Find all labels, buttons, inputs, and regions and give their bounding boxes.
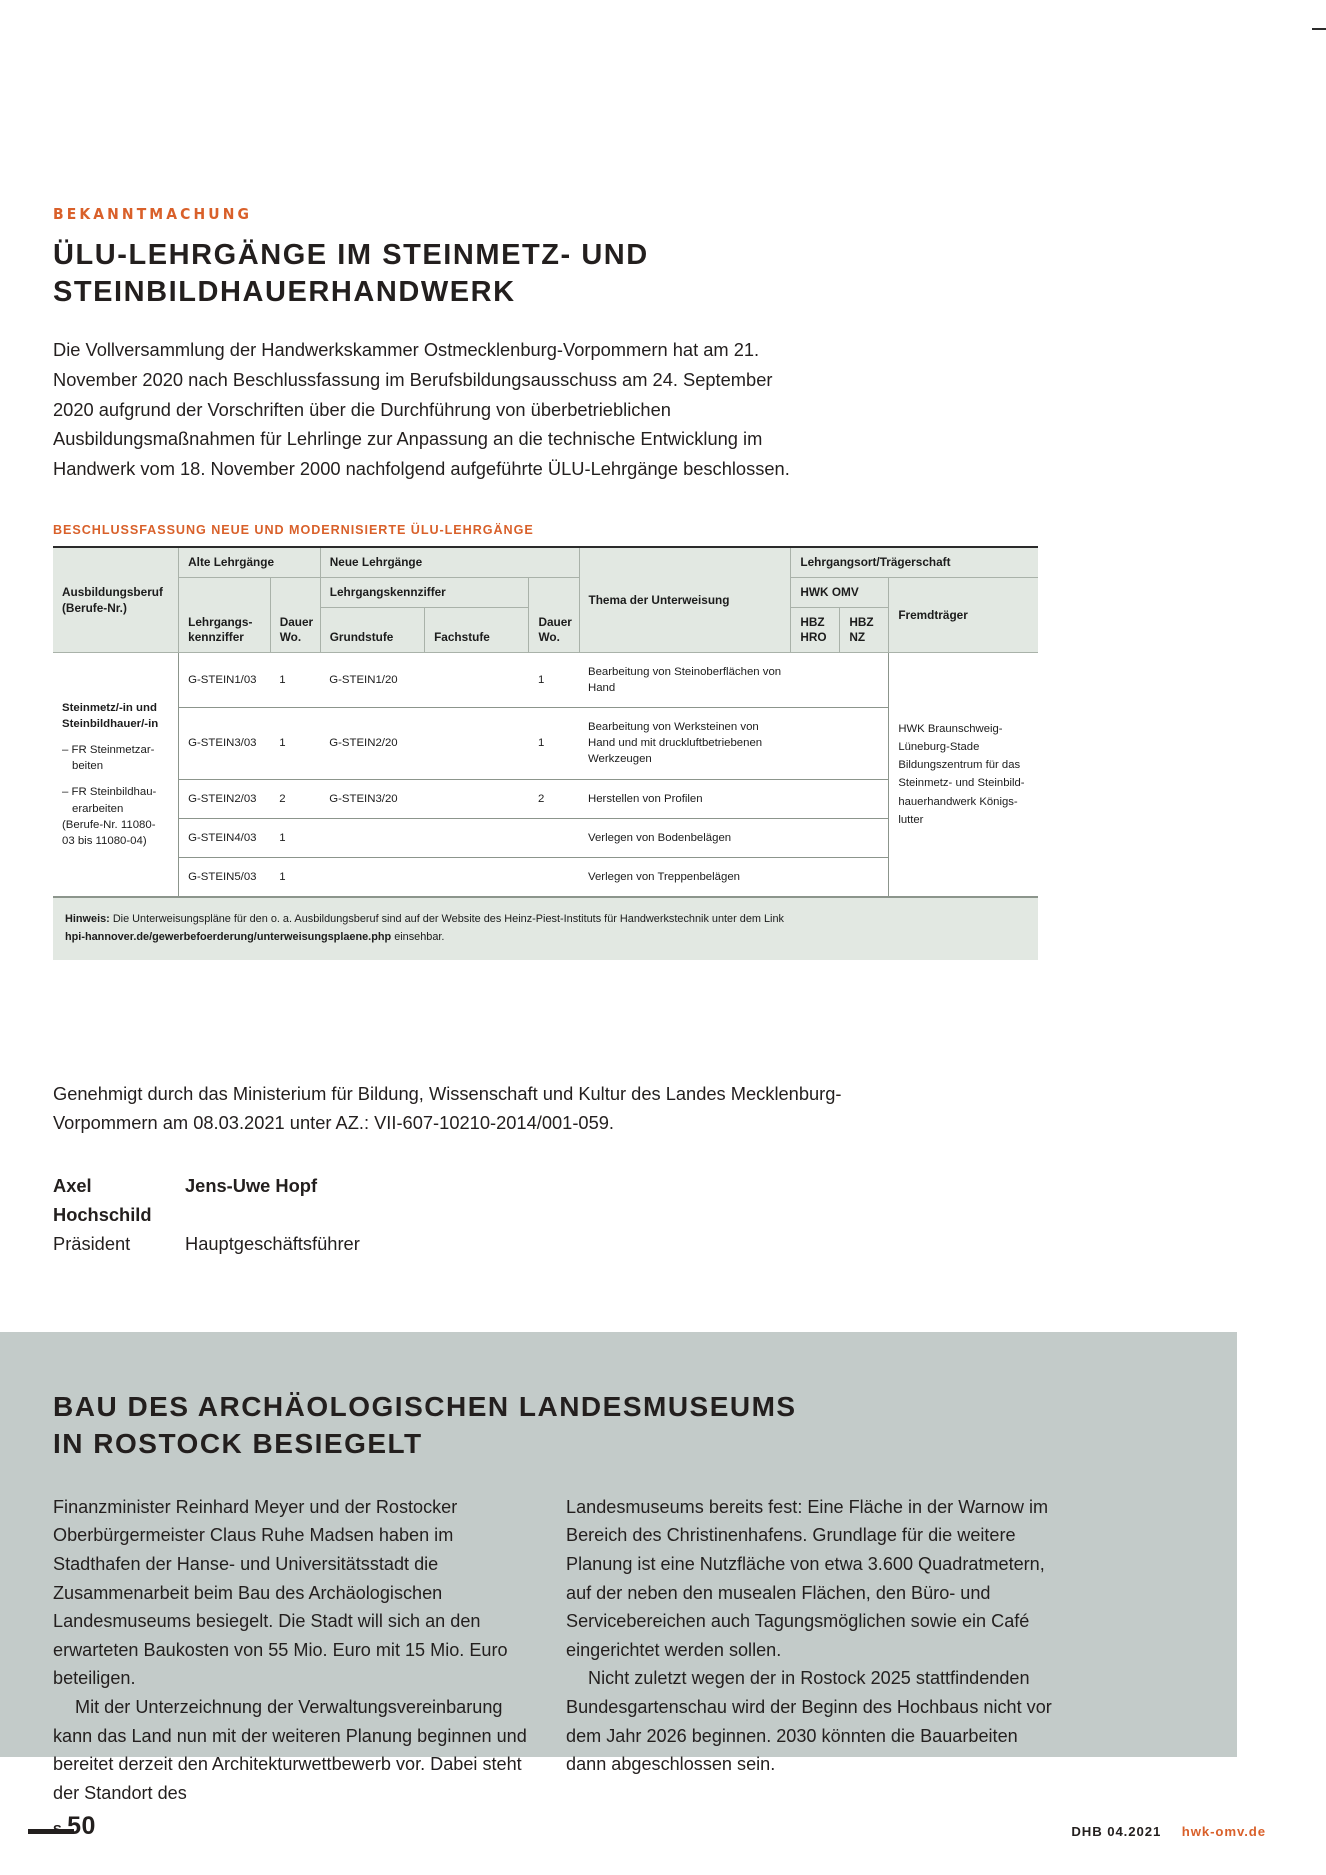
fremd-line3: Bildungszentrum für das bbox=[898, 759, 1021, 772]
table-row bbox=[53, 652, 1038, 707]
fremd-line1: HWK Braunschweig- bbox=[898, 722, 1003, 735]
th-alt-dauer-line1: Dauer bbox=[279, 614, 314, 629]
th-lehrgangsort: Lehrgangsort/Trägerschaft bbox=[791, 547, 1038, 577]
cell-alt-dauer: 1 bbox=[270, 708, 320, 780]
th-ausbildungsberuf bbox=[53, 547, 179, 652]
beruf-line6: erarbeiten bbox=[72, 802, 124, 815]
beruf-line8: 03 bis 11080-04) bbox=[62, 834, 147, 847]
cell-alt-kennziffer: G-STEIN2/03 bbox=[179, 779, 271, 818]
cell-thema: Bearbeitung von Steinoberflächen von Hand bbox=[579, 652, 791, 707]
cell-hbz-nz bbox=[840, 652, 889, 707]
th-ausbildungsberuf-line1: Ausbildungsberuf bbox=[62, 584, 163, 599]
museum-article-columns bbox=[53, 1493, 1053, 1807]
th-hwk-omv: HWK OMV bbox=[791, 577, 889, 607]
cell-thema: Verlegen von Bodenbelägen bbox=[579, 818, 791, 857]
cell-fremdtraeger bbox=[889, 652, 1038, 897]
museum-col2-paragraph-2: Nicht zuletzt wegen der in Rostock 2025 stattfindenden Bundesgartenschau wird der Beginn des Hochbaus nicht vor dem Jahr 2026 beginnen. 2030 könnten die Bauarbeiten dann abgeschlossen sein. bbox=[566, 1668, 1052, 1775]
cell-alt-kennziffer: G-STEIN5/03 bbox=[179, 857, 271, 896]
th-alte-lehrgaenge: Alte Lehrgänge bbox=[179, 547, 321, 577]
article-kicker: BEKANNTMACHUNG bbox=[53, 205, 253, 223]
table-caption: BESCHLUSSFASSUNG NEUE UND MODERNISIERTE ÜLU-LEHRGÄNGE bbox=[53, 523, 534, 538]
museum-col1-paragraph-1: Finanzminister Reinhard Meyer und der Rostocker Oberbürgermeister Claus Ruhe Madsen haben im Stadthafen der Hanse- und Universitätsstadt die Zusammenarbeit beim Bau des Archäologischen Landesmuseums besiegelt. Die Stadt will sich an den erwarteten Baukosten von 55 Mio. Euro mit 15 Mio. Euro beteiligen. bbox=[53, 1496, 508, 1689]
th-hbz-hro-line2: HRO bbox=[800, 630, 827, 645]
th-fremdtraeger: Fremdträger bbox=[889, 577, 1038, 652]
intro-paragraph: Die Vollversammlung der Handwerkskammer Ostmecklenburg-Vorpommern hat am 21. November 2020 nach Beschlussfassung im Berufsbildungsausschuss am 24. September 2020 aufgrund der Vorschriften über die Durchführung von überbetrieblichen Ausbildungsmaßnahmen für Lehrlinge zur Anpassung an die technische Entwicklung im Handwerk vom 18. November 2000 nachfolgend aufgeführte ÜLU-Lehrgänge beschlossen. bbox=[53, 339, 790, 479]
signature-roles-row bbox=[53, 1230, 753, 1259]
museum-column-right bbox=[566, 1493, 1053, 1807]
museum-title-line2: IN ROSTOCK BESIEGELT bbox=[53, 1427, 423, 1459]
museum-column-left bbox=[53, 1493, 540, 1807]
signatory-1-role: Präsident bbox=[53, 1232, 131, 1254]
footer-url[interactable]: hwk-omv.de bbox=[1181, 1824, 1266, 1839]
th-neu-kennziffer: Lehrgangskennziffer bbox=[320, 577, 529, 607]
note-link[interactable]: hpi-hannover.de/gewerbefoerderung/unterweisungsplaene.php bbox=[65, 931, 392, 944]
signature-names-row bbox=[53, 1172, 753, 1230]
cell-alt-dauer: 1 bbox=[270, 857, 320, 896]
cell-hbz-nz bbox=[840, 779, 889, 818]
cell-ausbildungsberuf bbox=[53, 652, 179, 897]
th-alt-dauer bbox=[270, 577, 320, 652]
beruf-line3: – FR Steinmetzar- bbox=[62, 744, 155, 757]
approval-paragraph: Genehmigt durch das Ministerium für Bildung, Wissenschaft und Kultur des Landes Mecklenburg-Vorpommern am 08.03.2021 unter AZ.: VII-607-10210-2014/001-059. bbox=[53, 1083, 842, 1134]
cell-alt-kennziffer: G-STEIN1/03 bbox=[179, 652, 271, 707]
ulu-courses-table bbox=[53, 546, 1038, 897]
note-label: Hinweis: bbox=[65, 913, 110, 926]
th-neu-dauer-line2: Wo. bbox=[538, 630, 560, 645]
th-alt-kennziffer-line1: Lehrgangs- bbox=[188, 614, 253, 629]
cell-hbz-hro bbox=[791, 779, 840, 818]
page-title: ÜLU-LEHRGÄNGE IM STEINMETZ- UND STEINBILDHAUERHANDWERK bbox=[53, 239, 649, 309]
page-folio bbox=[53, 1812, 96, 1841]
cell-hbz-hro bbox=[791, 818, 840, 857]
cell-alt-kennziffer: G-STEIN3/03 bbox=[179, 708, 271, 780]
beruf-line2: Steinbildhauer/-in bbox=[62, 717, 159, 730]
th-alt-kennziffer bbox=[179, 577, 271, 652]
signatory-1-name: Axel Hochschild bbox=[53, 1175, 152, 1225]
cell-neu-grundstufe: G-STEIN1/20 bbox=[320, 652, 424, 707]
cell-alt-dauer: 2 bbox=[270, 779, 320, 818]
beruf-spacer-2 bbox=[62, 774, 169, 784]
note-suffix: einsehbar. bbox=[394, 931, 445, 944]
th-hbz-hro bbox=[791, 607, 840, 652]
th-hbz-nz bbox=[840, 607, 889, 652]
beruf-line7: (Berufe-Nr. 11080- bbox=[62, 818, 156, 831]
cell-thema: Bearbeitung von Werksteinen von Hand und mit druckluftbetriebenen Werkzeugen bbox=[579, 708, 791, 780]
museum-col2-paragraph-1: Landesmuseums bereits fest: Eine Fläche in der Warnow im Bereich des Christinenhafens. Grundlage für die weitere Planung ist eine Nutzfläche von etwa 3.600 Quadratmetern, auf der neben den musealen Flächen, den Büro- und Servicebereichen auch Tagungsmöglichen sowie ein Café eingerichtet werden sollen. bbox=[566, 1496, 1049, 1660]
footer-issue: DHB 04.2021 bbox=[1071, 1824, 1162, 1839]
cell-neu-fachstufe bbox=[425, 708, 529, 780]
cell-hbz-nz bbox=[840, 818, 889, 857]
cell-neu-fachstufe bbox=[425, 779, 529, 818]
cell-thema: Verlegen von Treppenbelägen bbox=[579, 857, 791, 896]
cell-alt-kennziffer: G-STEIN4/03 bbox=[179, 818, 271, 857]
beruf-line1: Steinmetz/-in und bbox=[62, 701, 157, 714]
folio-number: 50 bbox=[67, 1812, 96, 1840]
note-text: Die Unterweisungspläne für den o. a. Ausbildungsberuf sind auf der Website des Heinz-Piest-Instituts für Handwerkstechnik unter dem Link bbox=[112, 913, 784, 926]
cell-alt-dauer: 1 bbox=[270, 652, 320, 707]
cell-neu-dauer: 1 bbox=[529, 652, 579, 707]
cell-neu-grundstufe: G-STEIN3/20 bbox=[320, 779, 424, 818]
folio-prefix: S bbox=[53, 1822, 63, 1837]
announcement-article bbox=[53, 205, 1038, 960]
fremd-line4: Steinmetz- und Steinbild- bbox=[898, 777, 1025, 790]
table-header-row-2 bbox=[53, 577, 1038, 607]
museum-title-line1: BAU DES ARCHÄOLOGISCHEN LANDESMUSEUMS bbox=[53, 1391, 797, 1422]
beruf-line5: – FR Steinbildhau- bbox=[62, 786, 157, 799]
th-fachstufe: Fachstufe bbox=[425, 607, 529, 652]
fremd-line6: lutter bbox=[898, 814, 924, 827]
beruf-spacer bbox=[62, 732, 169, 742]
cell-hbz-hro bbox=[791, 708, 840, 780]
cell-neu-fachstufe bbox=[425, 818, 529, 857]
museum-col1-paragraph-2: Mit der Unterzeichnung der Verwaltungsvereinbarung kann das Land nun mit der weiteren Planung beginnen und bereitet derzeit den Architekturwettbewerb vor. Dabei steht der Standort des bbox=[53, 1696, 527, 1803]
cell-neu-dauer: 1 bbox=[529, 708, 579, 780]
table-header-row-1 bbox=[53, 547, 1038, 577]
cell-neu-fachstufe bbox=[425, 857, 529, 896]
table-head bbox=[53, 547, 1038, 652]
cell-neu-dauer bbox=[529, 818, 579, 857]
th-hbz-nz-line1: HBZ bbox=[849, 614, 874, 629]
th-hbz-nz-line2: NZ bbox=[849, 630, 866, 645]
th-thema bbox=[579, 547, 791, 652]
signatory-2-name: Jens-Uwe Hopf bbox=[185, 1175, 318, 1196]
museum-article-panel bbox=[0, 1332, 1237, 1803]
cell-neu-dauer: 2 bbox=[529, 779, 579, 818]
th-alt-kennziffer-line2: kennziffer bbox=[188, 630, 244, 645]
th-alt-dauer-line2: Wo. bbox=[279, 630, 302, 645]
cell-neu-grundstufe bbox=[320, 818, 424, 857]
crop-mark bbox=[1312, 28, 1326, 30]
fremd-line5: hauerhandwerk Königs- bbox=[898, 795, 1018, 808]
cell-neu-dauer bbox=[529, 857, 579, 896]
th-neu-dauer bbox=[529, 577, 579, 652]
cell-hbz-nz bbox=[840, 708, 889, 780]
cell-thema: Herstellen von Profilen bbox=[579, 779, 791, 818]
cell-hbz-hro bbox=[791, 857, 840, 896]
th-ausbildungsberuf-line2: (Berufe-Nr.) bbox=[62, 600, 127, 615]
footer-meta bbox=[1071, 1824, 1266, 1839]
table-note bbox=[53, 897, 1038, 960]
signatory-2-role: Hauptgeschäftsführer bbox=[185, 1232, 360, 1254]
cell-alt-dauer: 1 bbox=[270, 818, 320, 857]
cell-neu-fachstufe bbox=[425, 652, 529, 707]
fremd-line2: Lüneburg-Stade bbox=[898, 740, 980, 753]
th-neue-lehrgaenge: Neue Lehrgänge bbox=[320, 547, 579, 577]
th-grundstufe: Grundstufe bbox=[320, 607, 424, 652]
cell-hbz-hro bbox=[791, 652, 840, 707]
th-hbz-hro-line1: HBZ bbox=[800, 614, 825, 629]
th-thema-label: Thema der Unterweisung bbox=[588, 592, 730, 607]
table-body bbox=[53, 652, 1038, 897]
signature-block bbox=[53, 1172, 753, 1259]
cell-hbz-nz bbox=[840, 857, 889, 896]
museum-article-inner bbox=[53, 1389, 1053, 1807]
beruf-line4: beiten bbox=[72, 760, 104, 773]
cell-neu-grundstufe bbox=[320, 857, 424, 896]
cell-neu-grundstufe: G-STEIN2/20 bbox=[320, 708, 424, 780]
th-neu-dauer-line1: Dauer bbox=[538, 614, 572, 629]
museum-article-title bbox=[53, 1389, 1053, 1463]
